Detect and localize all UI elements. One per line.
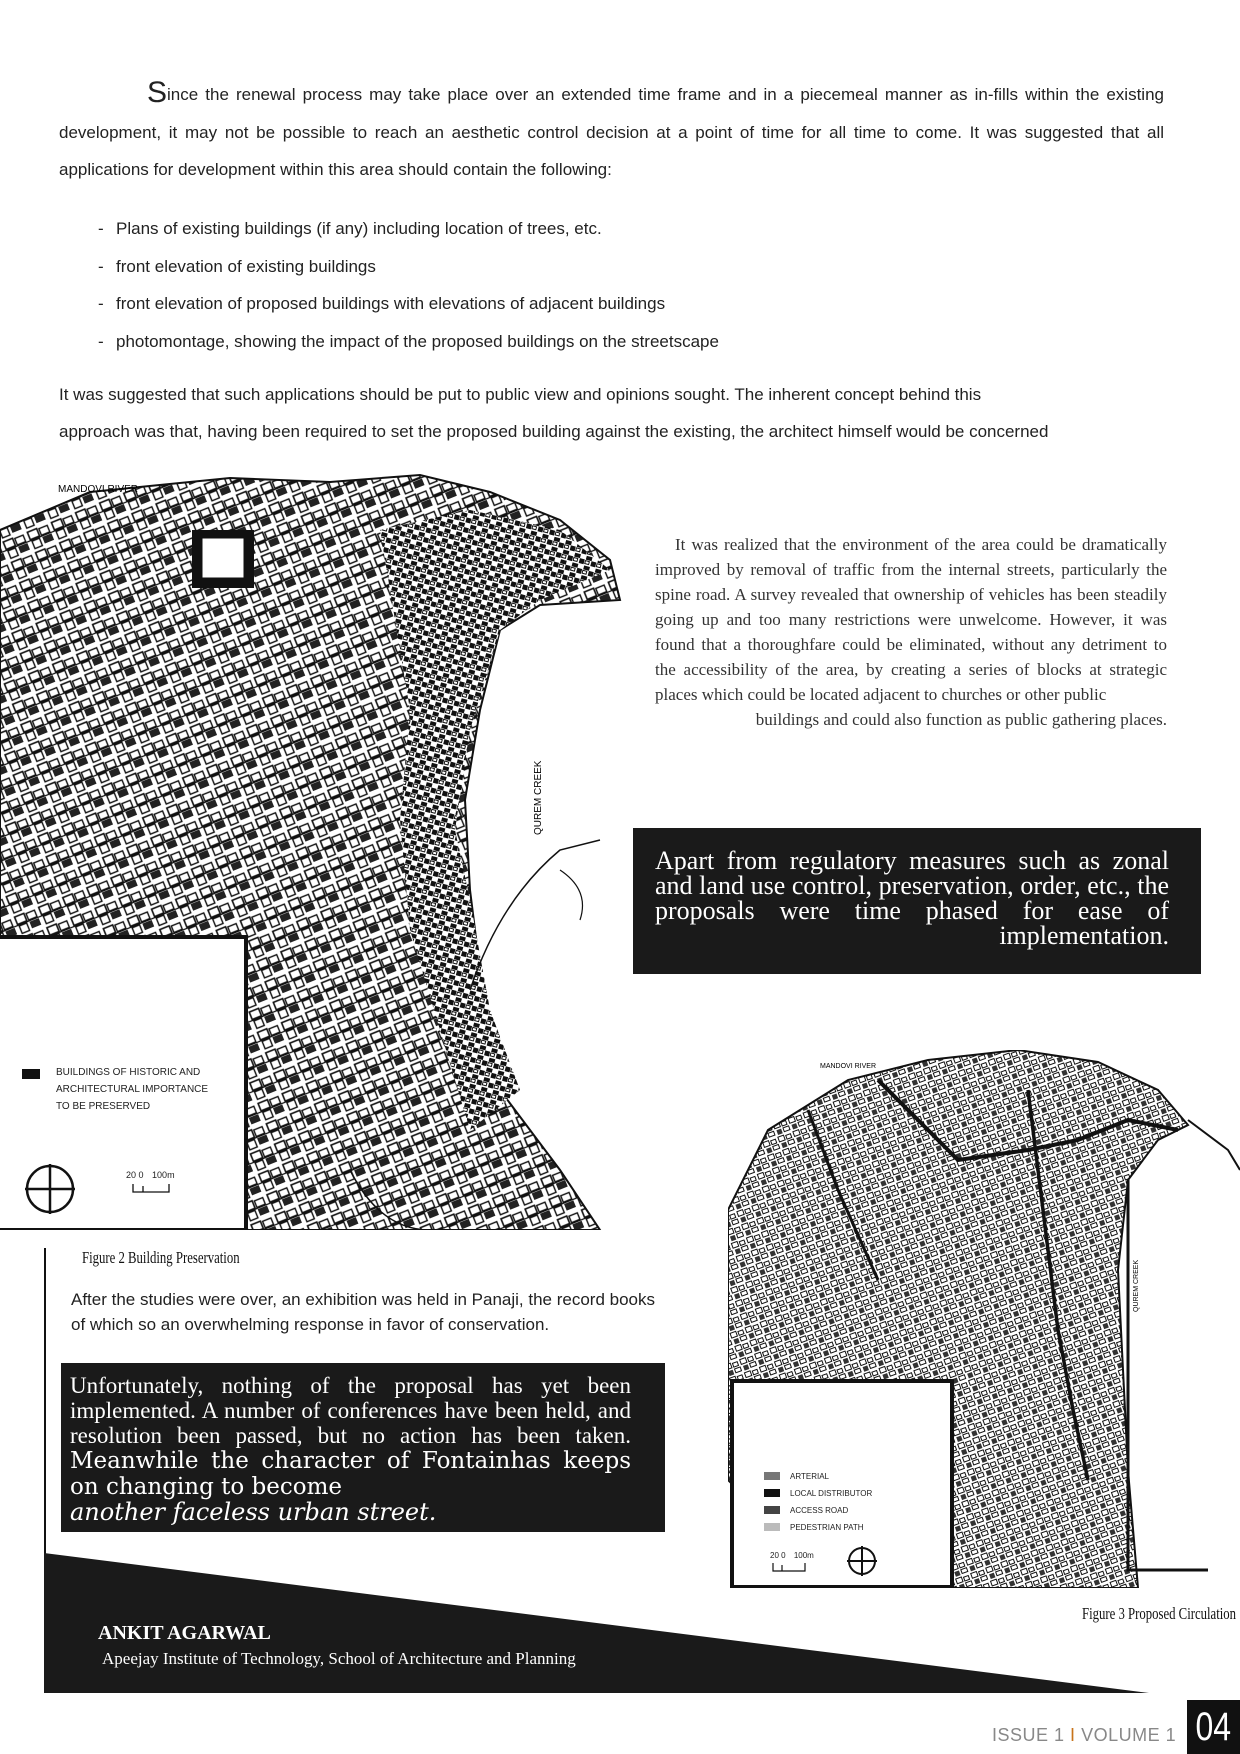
figure-2-caption: Figure 2 Building Preservation bbox=[82, 1248, 240, 1267]
legend-item-label: ARTERIAL bbox=[790, 1472, 829, 1481]
map-river-label: MANDOVI RIVER bbox=[58, 484, 139, 495]
north-compass-icon bbox=[20, 1159, 80, 1219]
proposed-circulation-map bbox=[728, 1050, 1240, 1588]
legend-line: TO BE PRESERVED bbox=[56, 1101, 151, 1112]
list-item: - Plans of existing buildings (if any) including location of trees, etc. bbox=[98, 210, 998, 248]
legend-swatch-icon bbox=[22, 1069, 40, 1079]
pedestrian-path-swatch-icon bbox=[764, 1523, 780, 1531]
quote-part: Meanwhile the character of Fontainhas keeps on changing to become bbox=[70, 1448, 631, 1500]
figure-3-caption: Figure 3 Proposed Circulation bbox=[1082, 1604, 1237, 1623]
exhibition-line: After the studies were over, an exhibition was held in Panaji, the record books bbox=[71, 1290, 656, 1309]
list-item: - photomontage, showing the impact of the proposed buildings on the streetscape bbox=[98, 323, 998, 361]
author-institution: Apeejay Institute of Technology, School of Architecture and Planning bbox=[102, 1649, 576, 1668]
page-number-box bbox=[1187, 1700, 1240, 1754]
map-legend bbox=[0, 935, 248, 1230]
scale-right-label: 100m bbox=[793, 1551, 814, 1560]
page-number: 04 bbox=[1195, 1705, 1232, 1749]
scale-bar-icon bbox=[132, 1182, 172, 1194]
continuation-line: It was suggested that such applications should be put to public view and opinions sought. The inherent concept behind this bbox=[59, 385, 982, 404]
traffic-paragraph-body: It was realized that the environment of the area could be dramatically improved by removal of traffic from the internal streets, particularly the spine road. A survey revealed that ownership of vehicles has been steadily going up and too many restrictions were unwelcome. However, it was found that a thoroughfare could be eliminated, without any detriment to the accessibility of the area, by creating a series of blocks at strategic places which could be located adjacent to churches or other public bbox=[655, 535, 1167, 704]
map-creek-label: QUREM CREEK bbox=[1133, 1259, 1140, 1312]
continuation-line: approach was that, having been required to set the proposed building against the existing, the architect himself would be concerned bbox=[59, 422, 1049, 441]
legend-item-label: ACCESS ROAD bbox=[790, 1506, 849, 1515]
legend-line: BUILDINGS OF HISTORIC AND bbox=[56, 1067, 201, 1078]
quote-part: Unfortunately, nothing of the proposal has yet been implemented. A number of conferences have been held, and resolution been passed, but no action has been taken. bbox=[70, 1373, 631, 1448]
continuation-paragraph bbox=[59, 376, 1139, 450]
pull-quote-unfortunately bbox=[61, 1363, 665, 1532]
drop-cap: S bbox=[147, 76, 168, 109]
issue-volume-label bbox=[992, 1725, 1176, 1746]
building-preservation-map bbox=[0, 470, 690, 1230]
issue-separator: I bbox=[1070, 1725, 1076, 1745]
legend-item-label: PEDESTRIAN PATH bbox=[790, 1523, 864, 1532]
author-name: ANKIT AGARWAL bbox=[98, 1622, 271, 1644]
scale-left-label: 20 0 bbox=[126, 1170, 144, 1180]
legend-line: ARCHITECTURAL IMPORTANCE bbox=[56, 1084, 209, 1095]
quote-emphasis: another faceless urban street. bbox=[70, 1498, 437, 1526]
arterial-swatch-icon bbox=[764, 1472, 780, 1480]
scale-right-label: 100m bbox=[152, 1170, 175, 1180]
pull-quote-regulatory: Apart from regulatory measures such as zonal and land use control, preservation, order, etc., the proposals were time phased for ease of implementation. bbox=[633, 828, 1201, 974]
map-creek-label: QUREM CREEK bbox=[533, 760, 544, 835]
map-river-label: MANDOVI RIVER bbox=[820, 1063, 877, 1070]
intro-text: ince the renewal process may take place over an extended time frame and in a piecemeal manner as in-fills within the existing development, it may not be possible to reach an aesthetic control decision at a point of time for all time to come. It was suggested that all applications for development within this area should contain the following: bbox=[59, 85, 1164, 179]
issue-number: ISSUE 1 bbox=[992, 1725, 1065, 1745]
exhibition-paragraph bbox=[71, 1287, 671, 1337]
exhibition-line: of which so an overwhelming response in favor of conservation. bbox=[71, 1315, 550, 1334]
intro-paragraph bbox=[59, 74, 1164, 189]
list-item: - front elevation of existing buildings bbox=[98, 248, 998, 286]
volume-number: VOLUME 1 bbox=[1081, 1725, 1177, 1745]
local-distributor-swatch-icon bbox=[764, 1489, 780, 1497]
list-item: - front elevation of proposed buildings with elevations of adjacent buildings bbox=[98, 285, 998, 323]
requirements-list bbox=[98, 210, 998, 360]
traffic-paragraph bbox=[655, 532, 1167, 732]
traffic-paragraph-last-line: buildings and could also function as public gathering places. bbox=[755, 710, 1167, 729]
legend-item-label: LOCAL DISTRIBUTOR bbox=[790, 1489, 873, 1498]
scale-left-label: 20 0 bbox=[770, 1551, 786, 1560]
access-road-swatch-icon bbox=[764, 1506, 780, 1514]
